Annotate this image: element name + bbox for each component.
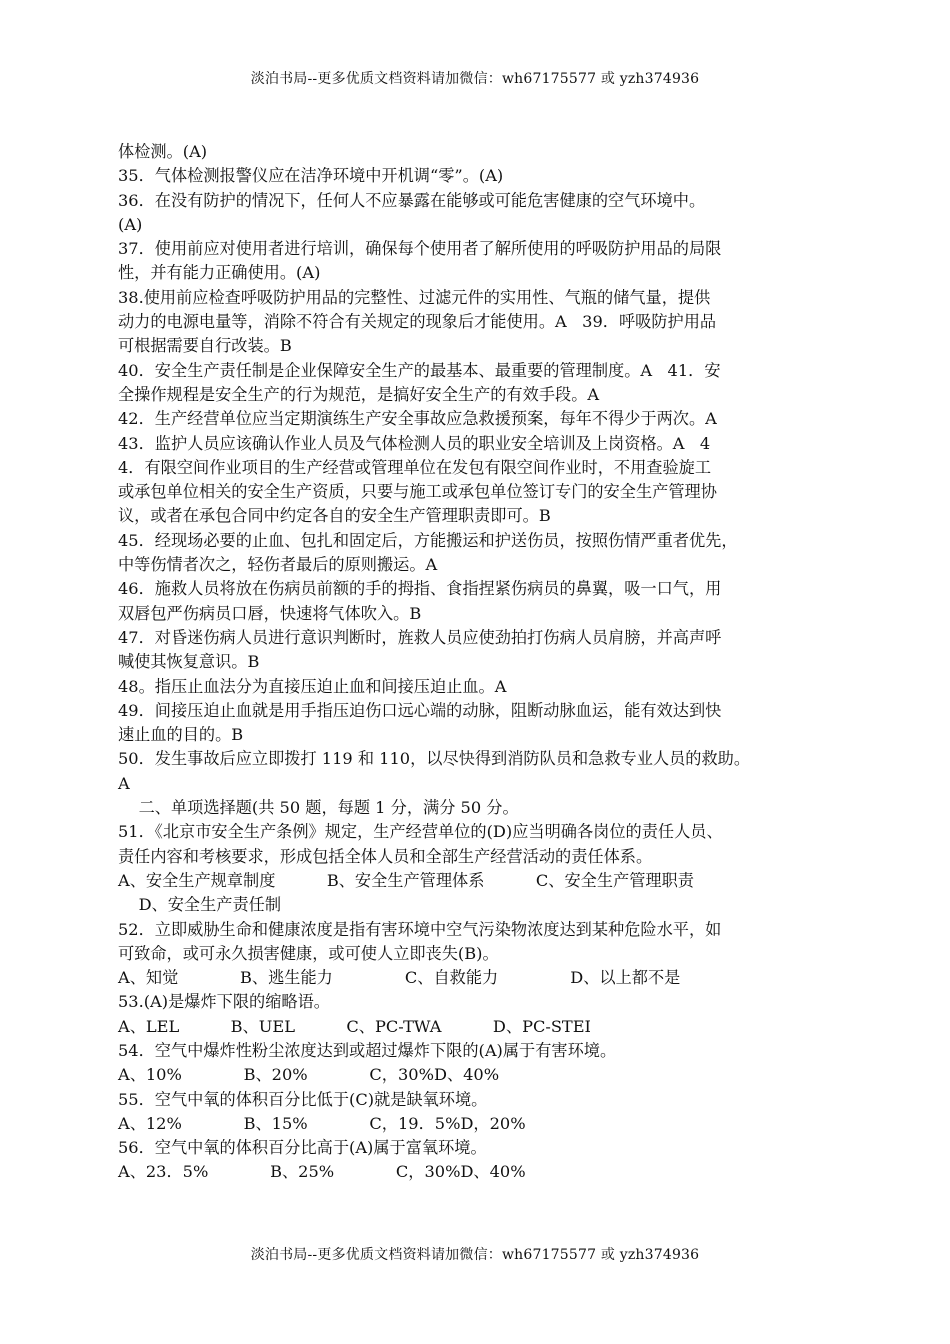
text-line: 性，并有能力正确使用。(A)	[118, 263, 321, 283]
text-line: 4．有限空间作业项目的生产经营或管理单位在发包有限空间作业时，不用查验旋工	[118, 457, 712, 477]
text-line: 喊使其恢复意识。B	[118, 652, 260, 672]
text-line: 50．发生事故后应立即拨打 119 和 110，以尽快得到消防队员和急救专业人员的救助。	[118, 749, 751, 769]
text-line: 中等伤情者次之，轻伤者最后的原则搬运。A	[118, 555, 438, 575]
answer-options: A、12% B、15% C，19．5%D，20%	[118, 1113, 526, 1133]
section-heading: 二、单项选择题(共 50 题，每题 1 分，满分 50 分。	[118, 798, 519, 818]
text-line: (A)	[118, 214, 143, 234]
document-body	[118, 140, 834, 1185]
text-line: 38.使用前应检查呼吸防护用品的完整性、过滤元件的实用性、气瓶的储气量，提供	[118, 287, 711, 307]
text-line: 55．空气中氧的体积百分比低于(C)就是缺氧环境。	[118, 1089, 488, 1109]
text-line: 45．经现场必要的止血、包扎和固定后，方能搬运和护送伤员，按照伤情严重者优先，	[118, 530, 738, 550]
answer-options: A、安全生产规章制度 B、安全生产管理体系 C、安全生产管理职责	[118, 870, 694, 890]
text-line: 可致命，或可永久损害健康，或可使人立即丧失(B)。	[118, 943, 499, 963]
answer-options: A、10% B、20% C，30%D、40%	[118, 1065, 500, 1085]
text-line: 35．气体检测报警仪应在洁净环境中开机调“零”。(A)	[118, 166, 504, 186]
text-line: 47．对昏迷伤病人员进行意识判断时，旌救人员应使劲拍打伤病人员肩膀，并高声呼	[118, 627, 722, 647]
answer-options: D、安全生产责任制	[118, 895, 282, 915]
text-line: 46．施救人员将放在伤病员前额的手的拇指、食指捏紧伤病员的鼻翼，吸一口气，用	[118, 579, 722, 599]
text-line: 可根据需要自行改装。B	[118, 336, 292, 356]
text-line: 43．监护人员应该确认作业人员及气体检测人员的职业安全培训及上岗资格。A 4	[118, 433, 711, 453]
text-line: 56．空气中氧的体积百分比高于(A)属于富氧环境。	[118, 1138, 487, 1158]
text-line: 49．间接压迫止血就是用手指压迫伤口远心端的动脉，阻断动脉血运，能有效达到快	[118, 700, 722, 720]
text-line: 52．立即威胁生命和健康浓度是指有害环境中空气污染物浓度达到某种危险水平，如	[118, 919, 722, 939]
text-line: 议，或者在承包合同中约定各自的安全生产管理职责即可。B	[118, 506, 551, 526]
page-footer: 淡泊书局--更多优质文档资料请加微信：wh67175577 或 yzh374936	[250, 1247, 700, 1263]
text-line: 责任内容和考核要求，形成包括全体人员和全部生产经营活动的责任体系。	[118, 846, 653, 866]
answer-options: A、知觉 B、逃生能力 C、自救能力 D、以上都不是	[118, 968, 681, 988]
text-line: 48。指压止血法分为直接压迫止血和间接压迫止血。A	[118, 676, 507, 696]
text-line: 或承包单位相关的安全生产资质，只要与施工或承包单位签订专门的安全生产管理协	[118, 482, 717, 502]
text-line: 双唇包严伤病员口唇，快速将气体吹入。B	[118, 603, 422, 623]
text-line: 36．在没有防护的情况下，任何人不应暴露在能够或可能危害健康的空气环境中。	[118, 190, 706, 210]
text-line: 动力的电源电量等，消除不符合有关规定的现象后才能使用。A 39．呼吸防护用品	[118, 312, 717, 332]
text-line: 42．生产经营单位应当定期演练生产安全事故应急救援预案，每年不得少于两次。A	[118, 409, 717, 429]
text-line: 速止血的目的。B	[118, 725, 244, 745]
text-line: 54．空气中爆炸性粉尘浓度达到或超过爆炸下限的(A)属于有害环境。	[118, 1040, 617, 1060]
text-line: 53.(A)是爆炸下限的缩略语。	[118, 992, 330, 1012]
text-line: A	[118, 773, 130, 793]
page-header: 淡泊书局--更多优质文档资料请加微信：wh67175577 或 yzh374936	[250, 71, 700, 87]
answer-options: A、23．5% B、25% C，30%D、40%	[118, 1162, 526, 1182]
text-line: 体检测。(A)	[118, 142, 208, 161]
text-line: 40．安全生产责任制是企业保障安全生产的最基本、最重要的管理制度。A 41．安	[118, 360, 721, 380]
text-line: 37．使用前应对使用者进行培训，确保每个使用者了解所使用的呼吸防护用品的局限	[118, 239, 722, 259]
answer-options: A、LEL B、UEL C、PC-TWA D、PC-STEI	[118, 1016, 591, 1036]
text-line: 全操作规程是安全生产的行为规范，是搞好安全生产的有效手段。A	[118, 384, 600, 404]
text-line: 51．《北京市安全生产条例》规定，生产经营单位的(D)应当明确各岗位的责任人员、	[118, 822, 723, 842]
